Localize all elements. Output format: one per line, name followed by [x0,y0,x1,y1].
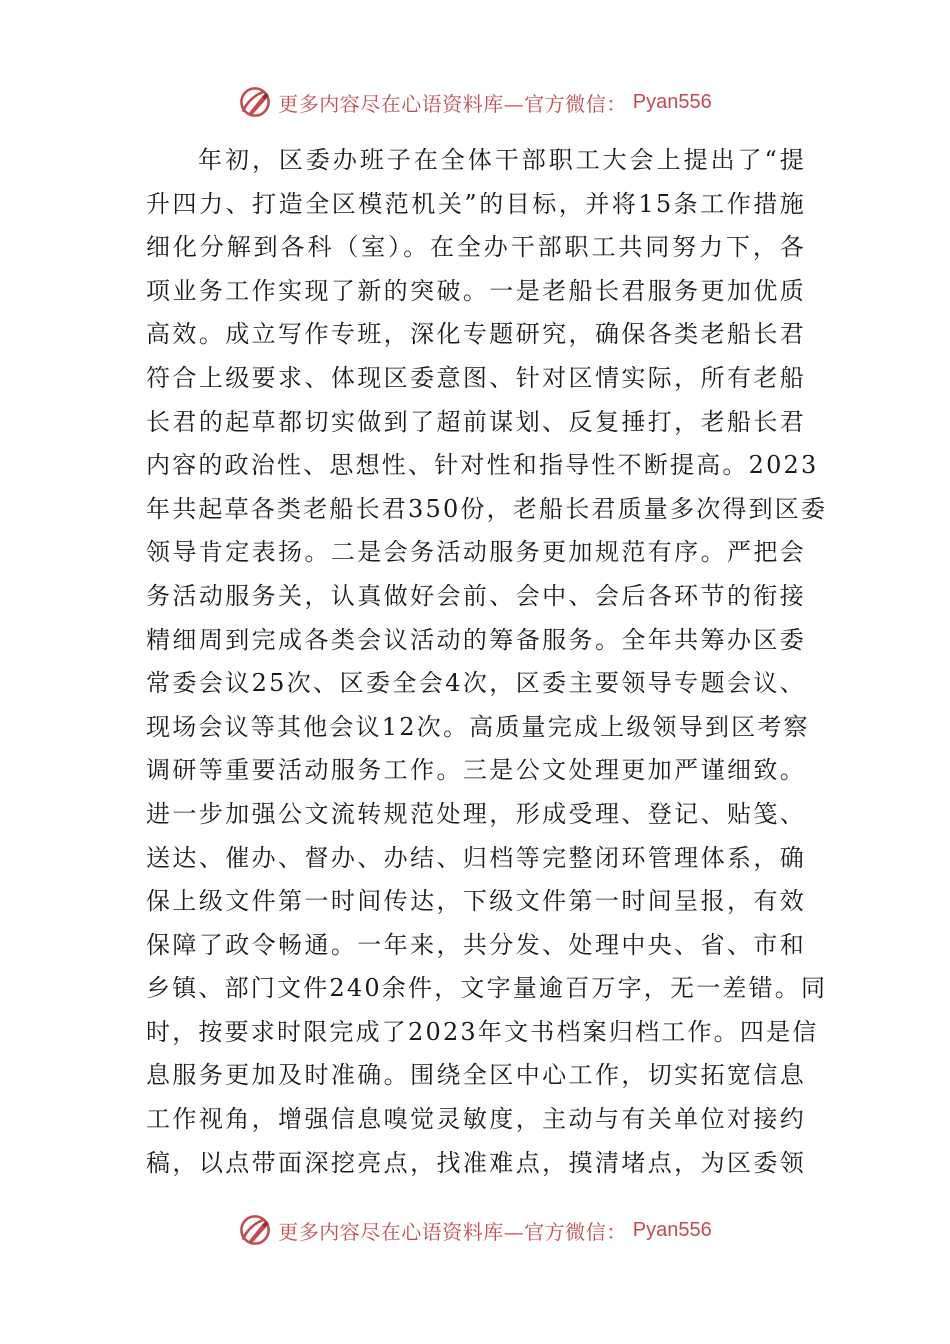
text-line: 长君的起草都切实做到了超前谋划、反复捶打，老船长君 [146,407,806,436]
text-line: 时，按要求时限完成了2023年文书档案归档工作。四是信 [146,1017,819,1046]
footer-wechat-id: Pyan556 [632,1218,712,1241]
text-line: 稿，以点带面深挖亮点，找准难点，摸清堵点，为区委领 [146,1148,806,1177]
text-line: 升四力、打造全区模范机关”的目标，并将15条工作措施 [146,189,806,218]
text-line: 工作视角，增强信息嗅觉灵敏度，主动与有关单位对接约 [146,1105,806,1134]
text-line: 保上级文件第一时间传达，下级文件第一时间呈报，有效 [146,887,806,916]
footer-banner-text: 更多内容尽在心语资料库—官方微信： [278,1219,627,1244]
text-line: 送达、催办、督办、办结、归档等完整闭环管理体系，确 [146,843,806,872]
text-line: 内容的政治性、思想性、针对性和指导性不断提高。2023 [146,451,819,480]
text-line: 现场会议等其他会议12次。高质量完成上级领导到区考察 [146,712,810,741]
body-paragraph [146,139,828,1185]
pen-logo-icon [238,1213,272,1247]
header-banner-text: 更多内容尽在心语资料库—官方微信： [278,91,627,116]
footer-banner-content [238,1213,711,1247]
footer-banner [0,1210,950,1250]
text-line: 保障了政令畅通。一年来，共分发、处理中央、省、市和 [146,930,806,959]
text-line: 年初，区委办班子在全体干部职工大会上提出了“提 [198,146,806,174]
text-line: 高效。成立写作专班，深化专题研究，确保各类老船长君 [146,320,806,349]
pen-logo-icon [238,85,272,119]
text-line: 年共起草各类老船长君350份，老船长君质量多次得到区委 [146,494,828,523]
header-banner [0,82,950,122]
text-line: 细化分解到各科（室）。在全办干部职工共同努力下，各 [146,233,806,262]
text-line: 精细周到完成各类会议活动的筹备服务。全年共筹办区委 [146,625,806,654]
text-line: 项业务工作实现了新的突破。一是老船长君服务更加优质 [146,276,806,305]
text-line: 调研等重要活动服务工作。三是公文处理更加严谨细致。 [146,756,806,785]
text-line: 常委会议25次、区委全会4次，区委主要领导专题会议、 [146,669,806,698]
text-line: 进一步加强公文流转规范处理，形成受理、登记、贴笺、 [146,799,806,828]
text-line: 务活动服务关，认真做好会前、会中、会后各环节的衔接 [146,581,806,610]
text-line: 领导肯定表扬。二是会务活动服务更加规范有序。严把会 [146,538,806,567]
header-wechat-id: Pyan556 [632,90,712,113]
text-line: 乡镇、部门文件240余件，文字量逾百万字，无一差错。同 [146,974,828,1003]
text-line: 息服务更加及时准确。围绕全区中心工作，切实拓宽信息 [146,1061,806,1090]
text-line: 符合上级要求、体现区委意图、针对区情实际，所有老船 [146,363,806,392]
header-banner-content [238,85,711,119]
